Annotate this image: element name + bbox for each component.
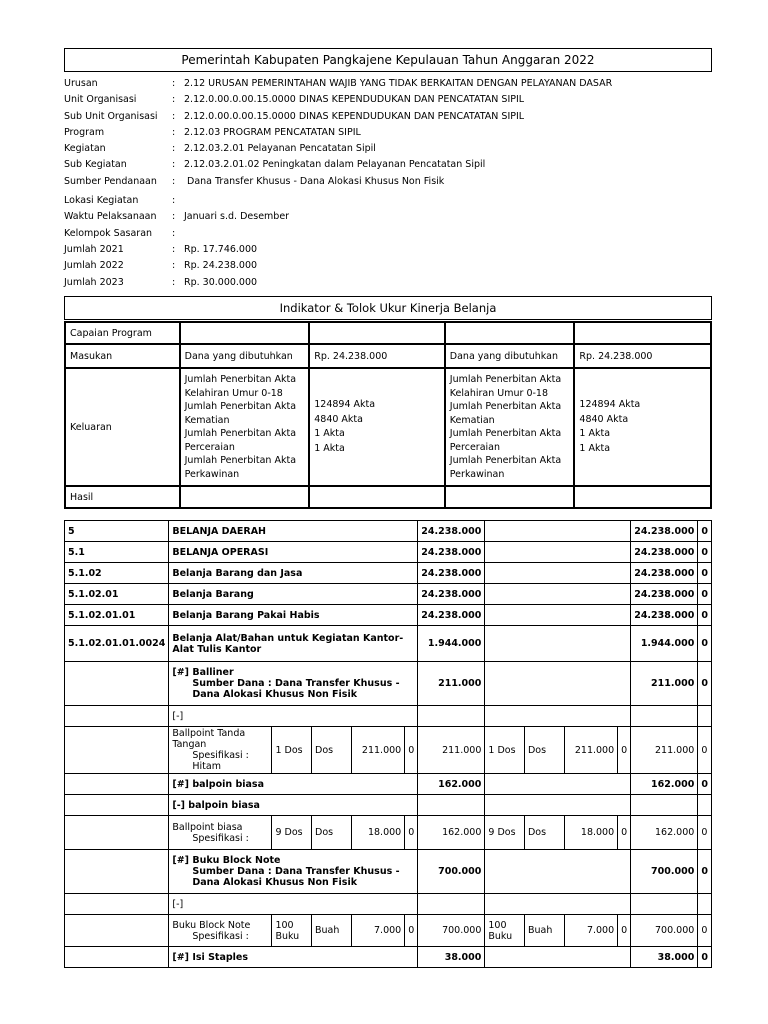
- hasil-label: Hasil: [65, 486, 180, 508]
- meta-row: Kegiatan : 2.12.03.2.01 Pelayanan Pencatatan Sipil: [64, 143, 376, 155]
- meta-row: Sumber Pendanaan : Dana Transfer Khusus - Dana Alokasi Khusus Non Fisik: [64, 175, 445, 187]
- table-row: [#] Isi Staples 38.000 38.000 0: [65, 947, 712, 968]
- meta-row: Urusan : 2.12 URUSAN PEMERINTAHAN WAJIB YANG TIDAK BERKAITAN DENGAN PELAYANAN DASAR: [64, 78, 613, 89]
- meta-row: Waktu Pelaksanaan : Januari s.d. Desember: [64, 211, 290, 223]
- table-row: Masukan Dana yang dibutuhkan Rp. 24.238.000 Dana yang dibutuhkan Rp. 24.238.000: [65, 344, 711, 368]
- indicator-title: Indikator & Tolok Ukur Kinerja Belanja: [64, 296, 712, 320]
- table-row: Buku Block Note Spesifikasi : 100 Buku Buah 7.000 0 700.000 100 Buku Buah 7.000 0 700.000 0: [65, 915, 712, 947]
- table-row: 5 BELANJA DAERAH 24.238.000 24.238.000 0: [65, 521, 712, 542]
- table-row: Ballpoint biasa Spesifikasi : 9 Dos Dos 18.000 0 162.000 9 Dos Dos 18.000 0 162.000 0: [65, 816, 712, 850]
- table-row: [#] balpoin biasa 162.000 162.000 0: [65, 774, 712, 795]
- table-row: Keluaran Jumlah Penerbitan Akta Kelahiran Umur 0-18 Jumlah Penerbitan Akta Kematian Jumlah Penerbitan Akta Perceraian Jumlah Penerbitan Akta Perkawinan 124894 Akta 4840 Akta 1 Akta 1 Akta Jumlah Penerbitan Akta Kelahiran Umur 0-18 Jumlah Penerbitan Akta Kematian Jumlah Penerbitan Akta Perceraian Jumlah Penerbitan Akta Perkawinan 124894 Akta 4840 Akta 1 Akta 1 Akta: [65, 368, 711, 486]
- meta-row: Lokasi Kegiatan :: [64, 195, 176, 207]
- table-row: 5.1.02.01.01 Belanja Barang Pakai Habis 24.238.000 24.238.000 0: [65, 605, 712, 626]
- meta-row: Jumlah 2021 : Rp. 17.746.000: [64, 243, 258, 255]
- table-row: 5.1.02.01.01.0024 Belanja Alat/Bahan untuk Kegiatan Kantor-Alat Tulis Kantor 1.944.000 1.944.000 0: [65, 626, 712, 662]
- meta-row: Unit Organisasi : 2.12.0.00.0.00.15.0000 DINAS KEPENDUDUKAN DAN PENCATATAN SIPIL: [64, 94, 525, 106]
- table-row: 5.1.02.01 Belanja Barang 24.238.000 24.238.000 0: [65, 584, 712, 605]
- table-row: 5.1.02 Belanja Barang dan Jasa 24.238.000 24.238.000 0: [65, 563, 712, 584]
- capaian-label: Capaian Program: [65, 322, 180, 344]
- meta-row: Program : 2.12.03 PROGRAM PENCATATAN SIPIL: [64, 126, 361, 138]
- table-row: [#] Buku Block Note Sumber Dana : Dana Transfer Khusus - Dana Alokasi Khusus Non Fisik 700.000 700.000 0: [65, 850, 712, 894]
- table-row: [-]: [65, 706, 712, 727]
- table-row: [65, 322, 711, 344]
- meta-row: Kelompok Sasaran :: [64, 227, 176, 239]
- budget-table: [64, 520, 712, 968]
- masukan-label: Masukan: [65, 344, 180, 368]
- meta-row: Sub Unit Organisasi : 2.12.0.00.0.00.15.0000 DINAS KEPENDUDUKAN DAN PENCATATAN SIPIL: [64, 110, 525, 122]
- meta-row: Jumlah 2023 : Rp. 30.000.000: [64, 276, 258, 288]
- meta-row: Sub Kegiatan : 2.12.03.2.01.02 Peningkatan dalam Pelayanan Pencatatan Sipil: [64, 159, 486, 171]
- table-row: Ballpoint Tanda Tangan Spesifikasi : Hitam 1 Dos Dos 211.000 0 211.000 1 Dos Dos 211.000 0 211.000 0: [65, 727, 712, 774]
- table-row: [-]: [65, 894, 712, 915]
- table-row: [#] Balliner Sumber Dana : Dana Transfer Khusus - Dana Alokasi Khusus Non Fisik 211.000 211.000 0: [65, 662, 712, 706]
- performance-table: [64, 321, 712, 509]
- table-row: [-] balpoin biasa: [65, 795, 712, 816]
- table-row: [65, 486, 711, 508]
- meta-row: Jumlah 2022 : Rp. 24.238.000: [64, 260, 258, 272]
- table-row: 5.1 BELANJA OPERASI 24.238.000 24.238.000 0: [65, 542, 712, 563]
- activity-metadata: [64, 76, 724, 291]
- document-title: Pemerintah Kabupaten Pangkajene Kepulauan Tahun Anggaran 2022: [64, 48, 712, 72]
- keluaran-label: Keluaran: [65, 368, 180, 486]
